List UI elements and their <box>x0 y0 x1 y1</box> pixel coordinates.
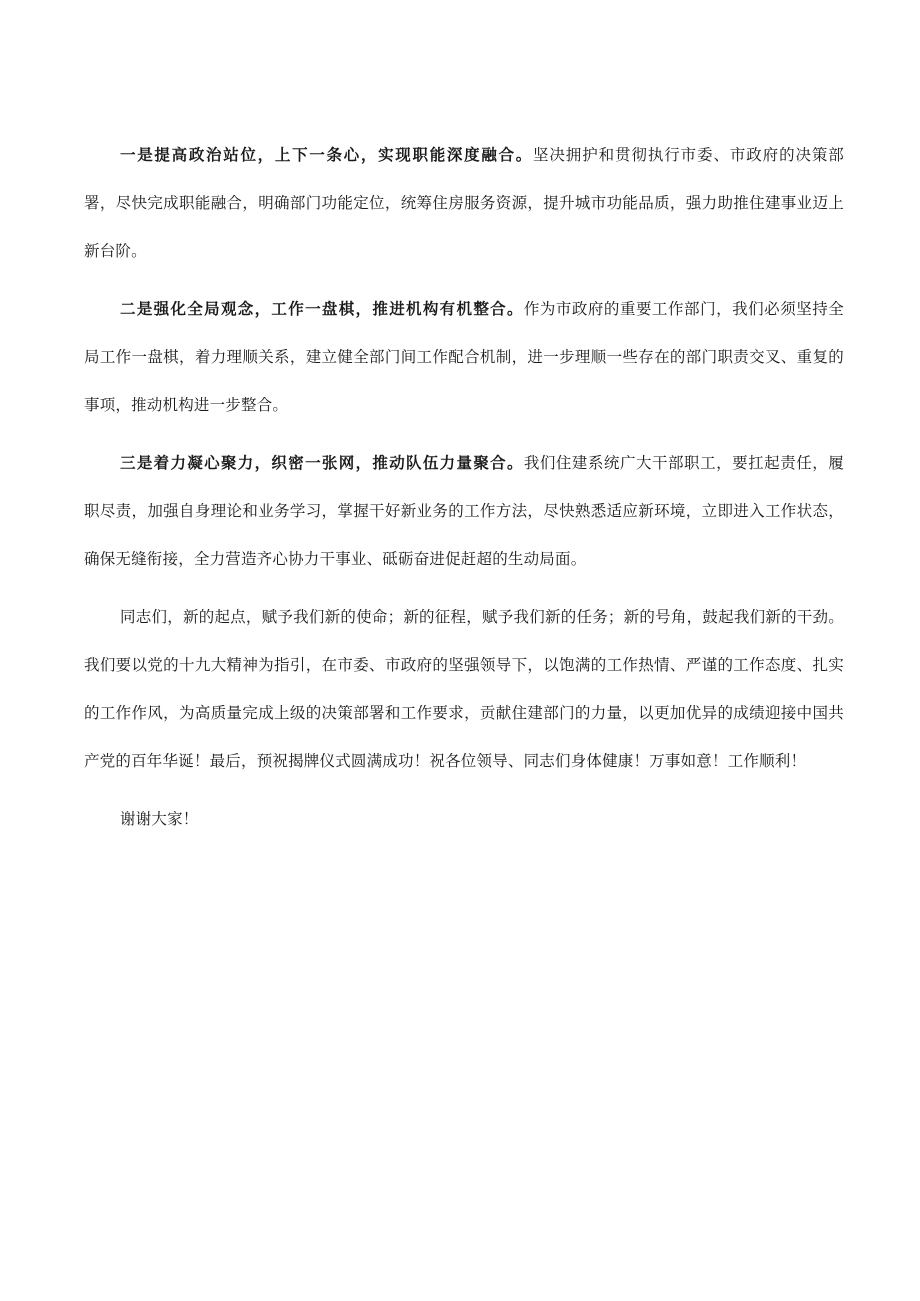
paragraph-1 <box>84 131 844 275</box>
paragraph-3 <box>84 439 844 583</box>
paragraph-1-lead: 一是提高政治站位，上下一条心，实现职能深度融合。 <box>120 145 533 164</box>
paragraph-1-body: 坚决拥护和贯彻执行市委、市政府的决策部署，尽快完成职能融合，明确部门功能定位，统筹住房服务资源，提升城市功能品质，强力助推住建事业迈上新台阶。 <box>84 146 844 260</box>
paragraph-4 <box>84 593 844 785</box>
paragraph-2-lead: 二是强化全局观念，工作一盘棋，推进机构有机整合。 <box>120 299 524 318</box>
paragraph-2 <box>84 285 844 429</box>
closing-line: 谢谢大家！ <box>120 810 199 828</box>
paragraph-3-body: 我们住建系统广大干部职工，要扛起责任，履职尽责，加强自身理论和业务学习，掌握干好新业务的工作方法，尽快熟悉适应新环境，立即进入工作状态，确保无缝衔接，全力营造齐心协力干事业、砥砺奋进促赶超的生动局面。 <box>84 454 844 568</box>
document-page <box>84 131 844 843</box>
paragraph-2-body: 作为市政府的重要工作部门，我们必须坚持全局工作一盘棋，着力理顺关系，建立健全部门间工作配合机制，进一步理顺一些存在的部门职责交叉、重复的事项，推动机构进一步整合。 <box>84 300 844 414</box>
paragraph-3-lead: 三是着力凝心聚力，织密一张网，推动队伍力量聚合。 <box>120 453 524 472</box>
paragraph-4-body: 同志们，新的起点，赋予我们新的使命；新的征程，赋予我们新的任务；新的号角，鼓起我们新的干劲。我们要以党的十九大精神为指引，在市委、市政府的坚强领导下，以饱满的工作热情、严谨的工作态度、扎实的工作作风，为高质量完成上级的决策部署和工作要求，贡献住建部门的力量，以更加优异的成绩迎接中国共产党的百年华诞！最后，预祝揭牌仪式圆满成功！祝各位领导、同志们身体健康！万事如意！工作顺利！ <box>84 608 844 770</box>
